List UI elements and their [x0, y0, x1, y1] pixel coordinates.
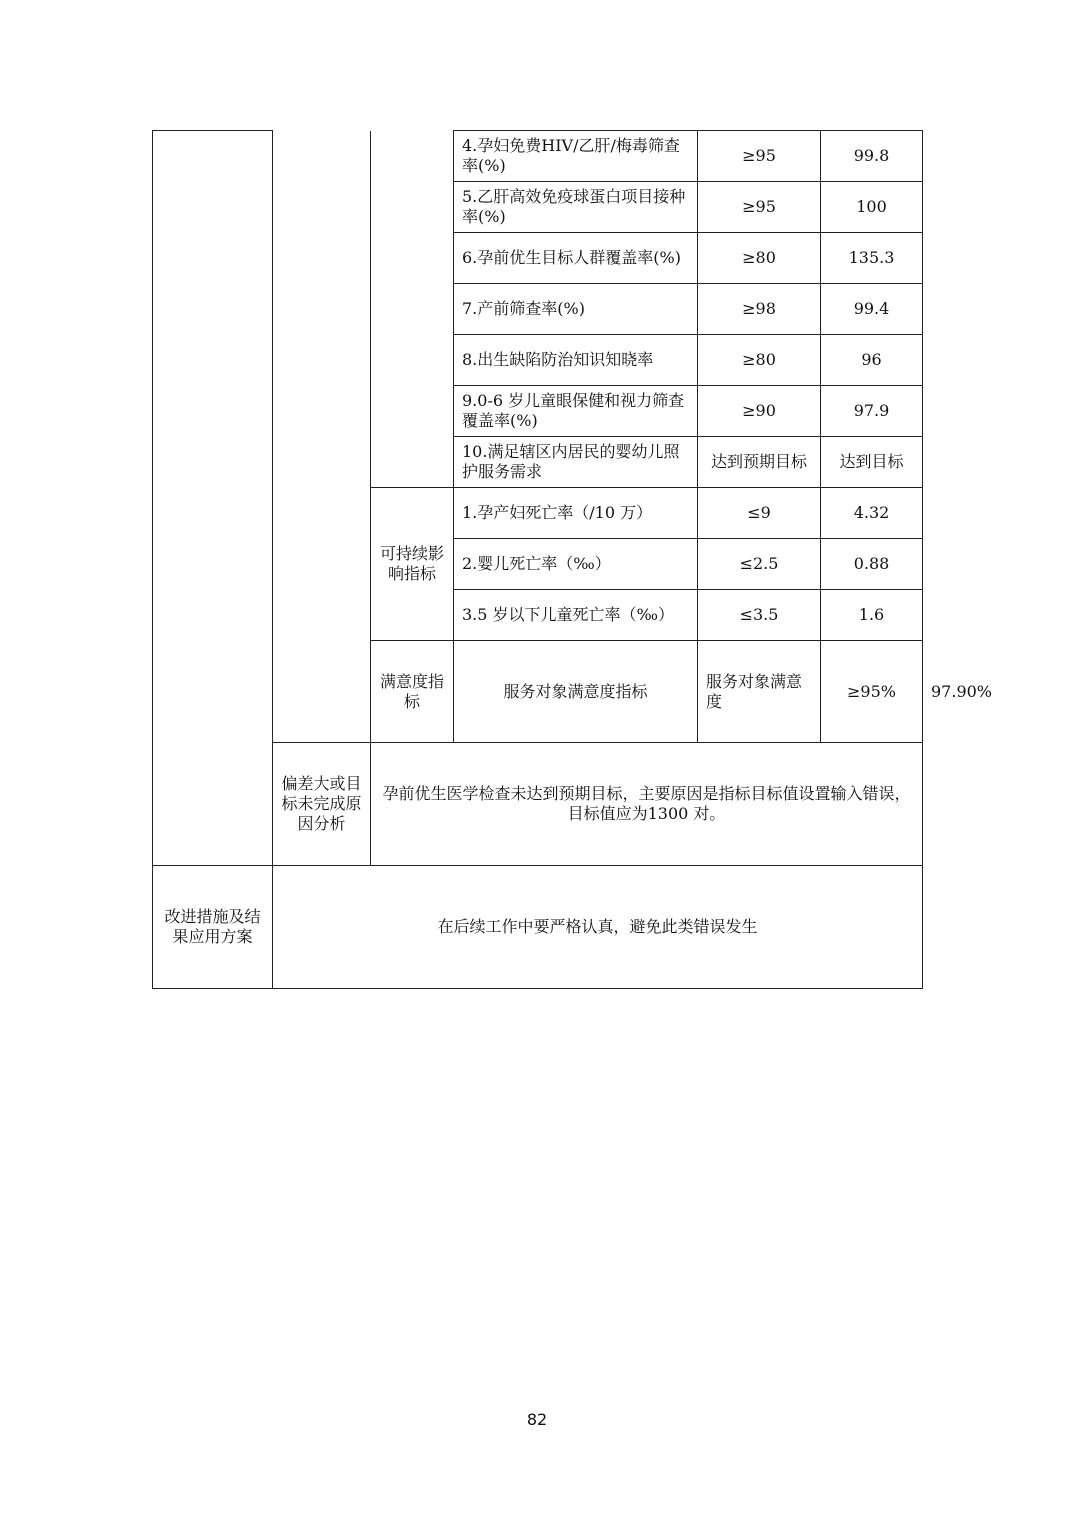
indicator-actual: 99.8: [821, 131, 923, 182]
satisfaction-level2-label: 服务对象满意度指标: [454, 641, 698, 743]
indicator-target: ≥95: [698, 131, 821, 182]
indicator-target: 达到预期目标: [698, 437, 821, 488]
table-row: [153, 131, 923, 182]
satisfaction-target: ≥95%: [821, 641, 923, 743]
indicator-actual: 达到目标: [821, 437, 923, 488]
indicator-name: 4.孕妇免费HIV/乙肝/梅毒筛查率(%): [454, 131, 698, 182]
sustain-impact-label: 可持续影响指标: [371, 488, 454, 641]
satisfaction-name: 服务对象满意度: [698, 641, 821, 743]
indicator-name: 1.孕产妇死亡率（/10 万）: [454, 488, 698, 539]
indicator-target: ≤3.5: [698, 590, 821, 641]
indicator-target: ≥80: [698, 335, 821, 386]
indicator-name: 6.孕前优生目标人群覆盖率(%): [454, 233, 698, 284]
indicator-target: ≥95: [698, 182, 821, 233]
indicator-name: 3.5 岁以下儿童死亡率（‰）: [454, 590, 698, 641]
deviation-label: 偏差大或目标未完成原因分析: [273, 743, 371, 866]
table-row: 满意度指标 服务对象满意度指标 服务对象满意度 ≥95% 97.90%: [153, 641, 923, 743]
improvement-label: 改进措施及结果应用方案: [153, 866, 273, 989]
indicator-target: ≤9: [698, 488, 821, 539]
indicator-actual: 99.4: [821, 284, 923, 335]
performance-table: [152, 130, 993, 989]
level0-blank-cell: [153, 131, 273, 866]
table-row: [153, 866, 923, 989]
page-number: 82: [526, 1410, 548, 1429]
indicator-actual: 97.9: [821, 386, 923, 437]
indicator-target: ≥98: [698, 284, 821, 335]
indicator-actual: 135.3: [821, 233, 923, 284]
indicator-actual: 4.32: [821, 488, 923, 539]
indicator-name: 7.产前筛查率(%): [454, 284, 698, 335]
indicator-name: 2.婴儿死亡率（‰）: [454, 539, 698, 590]
indicator-name: 8.出生缺陷防治知识知晓率: [454, 335, 698, 386]
indicator-actual: 0.88: [821, 539, 923, 590]
indicator-target: ≥90: [698, 386, 821, 437]
satisfaction-level1-label: 满意度指标: [371, 641, 454, 743]
level1-blank-cell: [273, 131, 371, 743]
indicator-target: ≥80: [698, 233, 821, 284]
indicator-name: 10.满足辖区内居民的婴幼儿照护服务需求: [454, 437, 698, 488]
indicator-actual: 1.6: [821, 590, 923, 641]
improvement-text: 在后续工作中要严格认真，避免此类错误发生: [273, 866, 923, 989]
level2-blank-cell: [371, 131, 454, 488]
indicator-target: ≤2.5: [698, 539, 821, 590]
indicator-name: 9.0-6 岁儿童眼保健和视力筛查覆盖率(%): [454, 386, 698, 437]
indicator-name: 5.乙肝高效免疫球蛋白项目接种率(%): [454, 182, 698, 233]
indicator-actual: 100: [821, 182, 923, 233]
indicator-actual: 96: [821, 335, 923, 386]
deviation-text: 孕前优生医学检查未达到预期目标，主要原因是指标目标值设置输入错误，目标值应为1300 对。: [371, 743, 923, 866]
